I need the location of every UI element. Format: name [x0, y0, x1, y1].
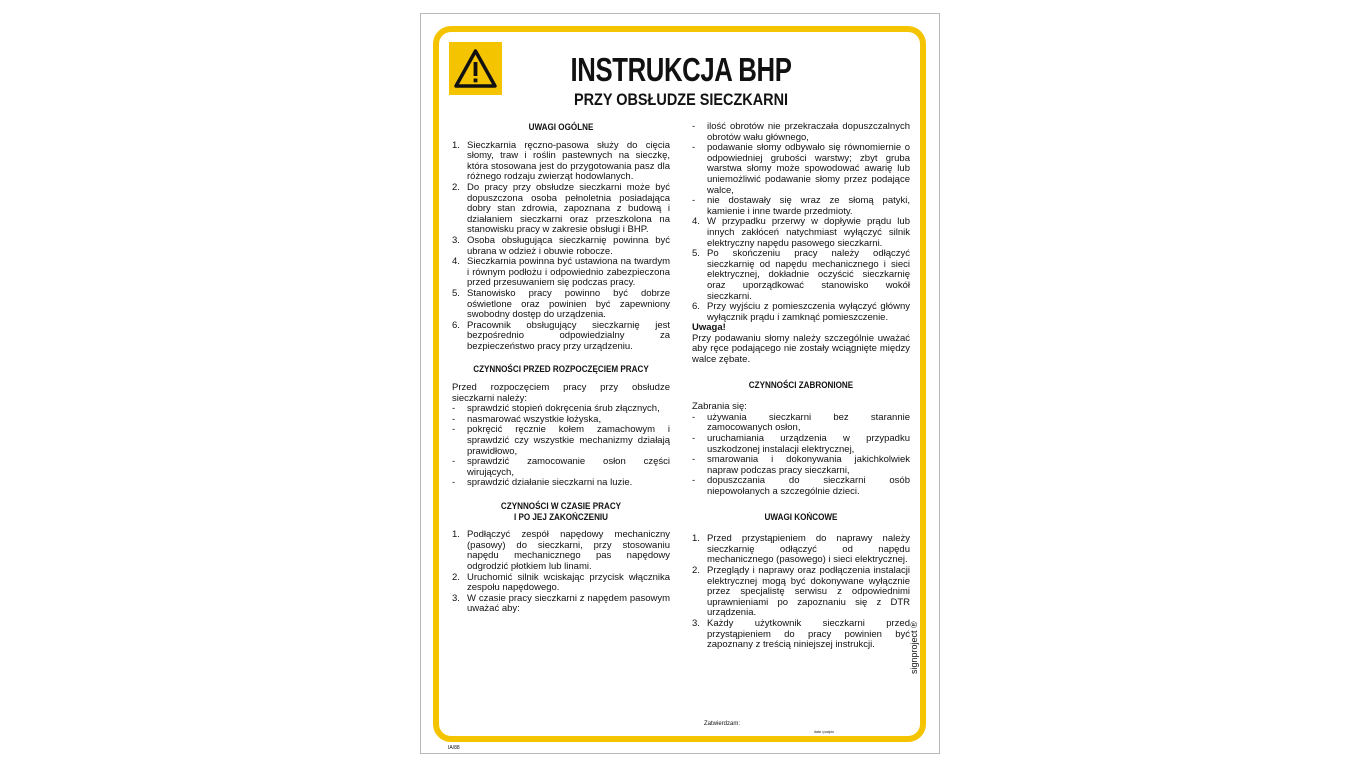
item-text: Sieczkarnia ręczno-pasowa służy do cięcia słomy, traw i roślin pastewnych na sieczkę, która stosowana jest do przygotowania pasz dla różnego rodzaju zwierząt hodowlanych. — [467, 139, 670, 183]
bullet-item — [692, 413, 910, 434]
bullet-item — [692, 434, 910, 455]
bullet-text: pokręcić ręcznie kołem zamachowym i sprawdzić czy wszystkie mechanizmy działają prawidłowo, — [467, 424, 670, 457]
bullet-item — [692, 476, 910, 497]
item-text: Uruchomić silnik wciskając przycisk włącznika zespołu napędowego. — [467, 571, 670, 594]
item-text: Każdy użytkownik sieczkarni przed przystąpieniem do pracy powinien być zapoznany z treścią niniejszej instrukcji. — [707, 617, 910, 651]
item-text: Do pracy przy obsłudze sieczkarni może być dopuszczona osoba pełnoletnia posiadająca dobry stan zdrowia, zapoznana z budową i działaniem sieczkarni oraz przeszkolona na stanowisku pracy w zakresie obsługi i BHP. — [467, 181, 670, 236]
section-heading-general: UWAGI OGÓLNE — [528, 122, 594, 132]
dash-marker: - — [692, 142, 696, 154]
bullet-item — [692, 143, 910, 196]
bullet-text: nie dostawały się wraz ze słomą patyki, kamienie i inne twarde przedmioty. — [707, 195, 910, 217]
dash-marker: - — [692, 454, 696, 466]
bullet-text: sprawdzić stopień dokręcenia śrub złącznych, — [467, 403, 660, 415]
item-text: Po skończeniu pracy należy odłączyć sieczkarnię od napędu mechanicznego i sieci elektrycznej, dokładnie oczyścić sieczkarnię oraz uporządkować stanowisko wokół sieczkarni. — [707, 248, 910, 302]
item-number: 3. — [692, 617, 700, 629]
item-number: 1. — [692, 533, 700, 545]
list-item — [692, 302, 910, 323]
list-item — [452, 289, 670, 321]
bullet-item — [452, 478, 670, 489]
item-number: 2. — [452, 181, 460, 193]
dash-marker: - — [692, 121, 696, 132]
bullet-text: nasmarować wszystkie łożyska, — [467, 413, 602, 425]
item-number: 5. — [692, 248, 700, 260]
list-item — [452, 257, 670, 289]
item-text: Pracownik obsługujący sieczkarnię jest bezpośrednio odpowiedzialny za bezpieczeństwo pracy przy urządzeniu. — [467, 319, 670, 352]
section-heading-before: CZYNNOŚCI PRZED ROZPOCZĘCIEM PRACY — [473, 364, 649, 375]
section-heading-during: CZYNNOŚCI W CZASIE PRACY — [500, 501, 622, 511]
bullet-item — [692, 196, 910, 217]
bullet-item — [692, 455, 910, 476]
item-number: 3. — [452, 592, 460, 604]
list-item — [452, 236, 670, 257]
section-heading-during-2: I PO JEJ ZAKOŃCZENIU — [513, 511, 609, 522]
dash-marker: - — [452, 403, 456, 415]
item-number: 2. — [692, 564, 700, 576]
item-number: 6. — [452, 319, 460, 331]
during-bullets — [692, 122, 910, 217]
list-item — [692, 249, 910, 302]
note-text: Przy podawaniu słomy należy szczególnie uważać aby ręce podającego nie zostały wciągnięte między walce zębate. — [692, 332, 910, 366]
bullet-text: uruchamiania urządzenia w przypadku uszkodzonej instalacji elektrycznej, — [707, 433, 910, 455]
item-number: 3. — [452, 234, 460, 246]
brand-logo: signproject ® — [909, 621, 919, 674]
item-number: 2. — [452, 571, 460, 583]
item-number: 5. — [452, 287, 460, 299]
list-item — [452, 141, 670, 183]
bullet-item — [692, 122, 910, 143]
list-item — [452, 321, 670, 353]
bullet-text: sprawdzić działanie sieczkarni na luzie. — [467, 477, 633, 489]
dash-marker: - — [692, 411, 696, 423]
bullet-item — [452, 457, 670, 478]
item-text: W przypadku przerwy w dopływie prądu lub innych zakłóceń natychmiast wyłączyć silnik elektryczny napędu pasowego sieczkarni. — [707, 216, 910, 249]
bullet-text: dopuszczania do sieczkarni osób niepowołanych a szczególnie dzieci. — [707, 475, 910, 497]
item-text: Przeglądy i naprawy oraz podłączenia instalacji elektrycznej mogą być dokonywane wyłącznie przez specjalistę serwisu z odpowiednimi uprawnieniami po zapoznaniu się z DTR urządzenia. — [707, 564, 910, 619]
bullet-text: sprawdzić zamocowanie osłon części wirujących, — [467, 456, 670, 478]
bullet-text: smarowania i dokonywania jakichkolwiek napraw podczas pracy sieczkarni, — [707, 454, 910, 476]
list-item — [692, 566, 910, 619]
list-item — [452, 594, 670, 615]
list-item — [452, 573, 670, 594]
forbidden-list — [692, 413, 910, 498]
list-item — [692, 534, 910, 566]
left-column — [452, 122, 670, 615]
section-heading-forbidden: CZYNNOŚCI ZABRONIONE — [748, 379, 854, 390]
approval-sublabel: data i podpis — [814, 730, 834, 734]
item-number: 4. — [692, 216, 700, 228]
dash-marker: - — [452, 413, 456, 425]
sign-code: IA/88 — [448, 745, 460, 751]
item-number: 1. — [452, 529, 460, 541]
bullet-item — [452, 425, 670, 457]
bullet-text: podawanie słomy odbywało się równomiernie o odpowiedniej grubości warstwy; zbyt gruba warstwa słomy może spowodować awarię lub uniemożliwić podawanie słomy przez podające walce, — [707, 142, 910, 196]
item-text: Przed przystąpieniem do naprawy należy sieczkarnię odłączyć od napędu mechanicznego (pasowego) i sieci elektrycznej. — [707, 533, 910, 566]
during-list — [452, 530, 670, 615]
item-text: Przy wyjściu z pomieszczenia wyłączyć główny wyłącznik prądu i zamknąć pomieszczenie. — [707, 301, 910, 323]
dash-marker: - — [692, 475, 696, 487]
approval-label: Zatwierdzam: — [704, 721, 741, 727]
item-number: 1. — [452, 139, 460, 151]
final-list — [692, 534, 910, 651]
item-number: 6. — [692, 301, 700, 313]
dash-marker: - — [692, 433, 696, 445]
dash-marker: - — [692, 195, 696, 207]
dash-marker: - — [452, 456, 456, 468]
item-text: Podłączyć zespół napędowy mechaniczny (pasowy) do sieczkarni, przy stosowaniu napędu mechanicznego pas napędowy odgrodzić płotkiem lub linami. — [467, 529, 670, 572]
item-text: W czasie pracy sieczkarni z napędem pasowym uważać aby: — [467, 592, 670, 615]
forbidden-intro: Zabrania się: — [692, 401, 747, 413]
bullet-text: używania sieczkarni bez starannie zamocowanych osłon, — [707, 411, 910, 434]
safety-sign-sheet — [420, 13, 940, 754]
dash-marker: - — [452, 477, 456, 489]
dash-marker: - — [452, 424, 456, 436]
list-item — [452, 183, 670, 236]
before-intro: Przed rozpoczęciem pracy przy obsłudze sieczkarni należy: — [452, 382, 670, 404]
list-item — [692, 619, 910, 651]
item-text: Osoba obsługująca sieczkarnię powinna być ubrana w odzież i obuwie robocze. — [467, 234, 670, 257]
bullet-text: ilość obrotów nie przekraczała dopuszczalnych obrotów wału głównego, — [707, 121, 910, 143]
general-list — [452, 141, 670, 353]
section-heading-final: UWAGI KOŃCOWE — [764, 511, 838, 522]
during-list-cont — [692, 217, 910, 323]
list-item — [452, 530, 670, 572]
sign-title: INSTRUKCJA BHP — [570, 51, 792, 88]
list-item — [692, 217, 910, 249]
right-column — [692, 122, 910, 651]
before-list — [452, 404, 670, 489]
note-label: Uwaga! — [692, 322, 726, 334]
item-text: Stanowisko pracy powinno być dobrze oświetlone oraz powinien być zapewniony swobodny dostęp do urządzenia. — [467, 287, 670, 321]
item-number: 4. — [452, 256, 460, 268]
sign-subtitle: PRZY OBSŁUDZE SIECZKARNI — [573, 90, 789, 109]
item-text: Sieczkarnia powinna być ustawiona na twardym i równym podłożu i odpowiednio zabezpieczona przed przesuwaniem się podczas pracy. — [467, 256, 670, 289]
